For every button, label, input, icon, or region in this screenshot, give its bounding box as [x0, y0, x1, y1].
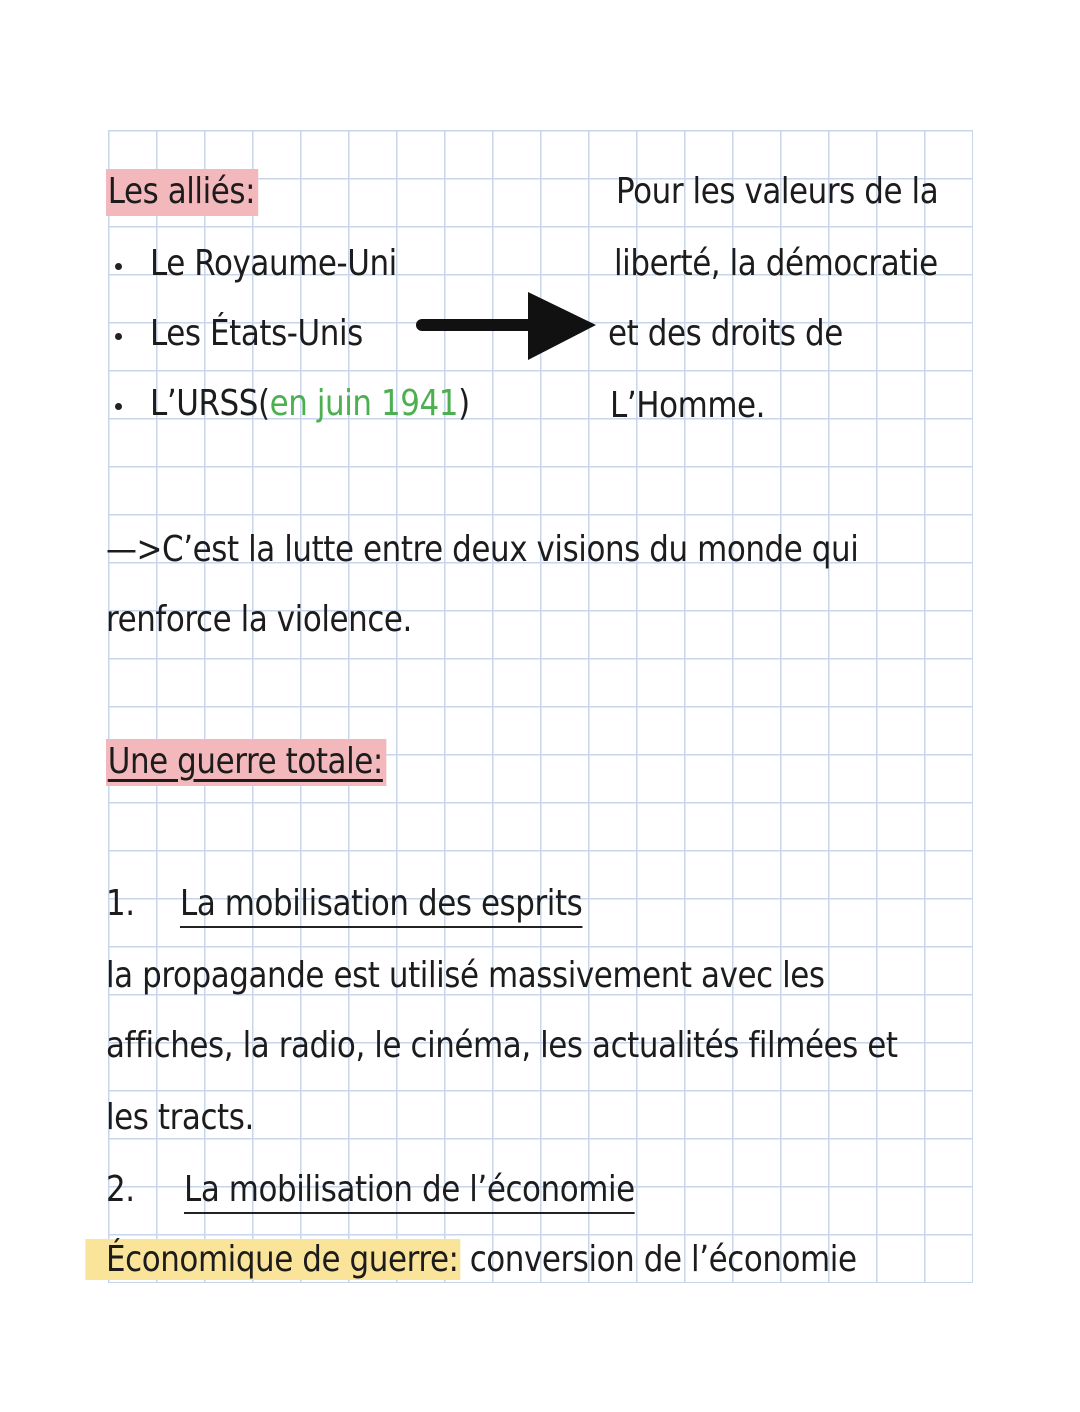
bullet-icon	[115, 333, 122, 340]
section1-line-1: la propagande est utilisé massivement avec les	[106, 955, 825, 996]
ally-item-ussr	[150, 380, 470, 428]
section2-title	[184, 1166, 635, 1214]
definition-term: Économique de guerre:	[85, 1239, 460, 1280]
definition-text: conversion de l’économie	[460, 1239, 857, 1280]
values-line-1: Pour les valeurs de la	[616, 171, 939, 212]
conclusion-line-2: renforce la violence.	[106, 599, 412, 640]
total-war-heading	[106, 738, 386, 786]
section1-number: 1.	[106, 883, 135, 924]
values-line-3: et des droits de	[608, 313, 843, 354]
total-war-heading-text: Une guerre totale:	[106, 739, 386, 786]
allies-heading	[106, 168, 259, 216]
section1-line-2: affiches, la radio, le cinéma, les actualités filmées et	[106, 1025, 898, 1066]
section2-title-text: La mobilisation de l’économie	[184, 1169, 635, 1214]
bullet-icon	[115, 403, 122, 410]
section1-title-text: La mobilisation des esprits	[180, 883, 582, 928]
ally-item-usa: Les États-Unis	[150, 313, 363, 354]
values-line-4: L’Homme.	[610, 385, 766, 426]
ussr-date-note: en juin 1941	[269, 383, 459, 424]
bullet-icon	[115, 263, 122, 270]
right-arrow-icon	[412, 288, 602, 364]
allies-heading-text: Les alliés:	[106, 169, 259, 216]
section2-number: 2.	[106, 1169, 135, 1210]
ussr-close: )	[458, 383, 470, 424]
section1-line-3: les tracts.	[106, 1097, 254, 1138]
conclusion-line-1: —>C’est la lutte entre deux visions du monde qui	[106, 529, 859, 570]
ussr-label: L’URSS(	[150, 383, 270, 424]
values-line-2: liberté, la démocratie	[614, 243, 938, 284]
definition-line	[106, 1236, 857, 1284]
ally-item-uk: Le Royaume-Uni	[150, 243, 397, 284]
section1-title	[180, 880, 582, 928]
